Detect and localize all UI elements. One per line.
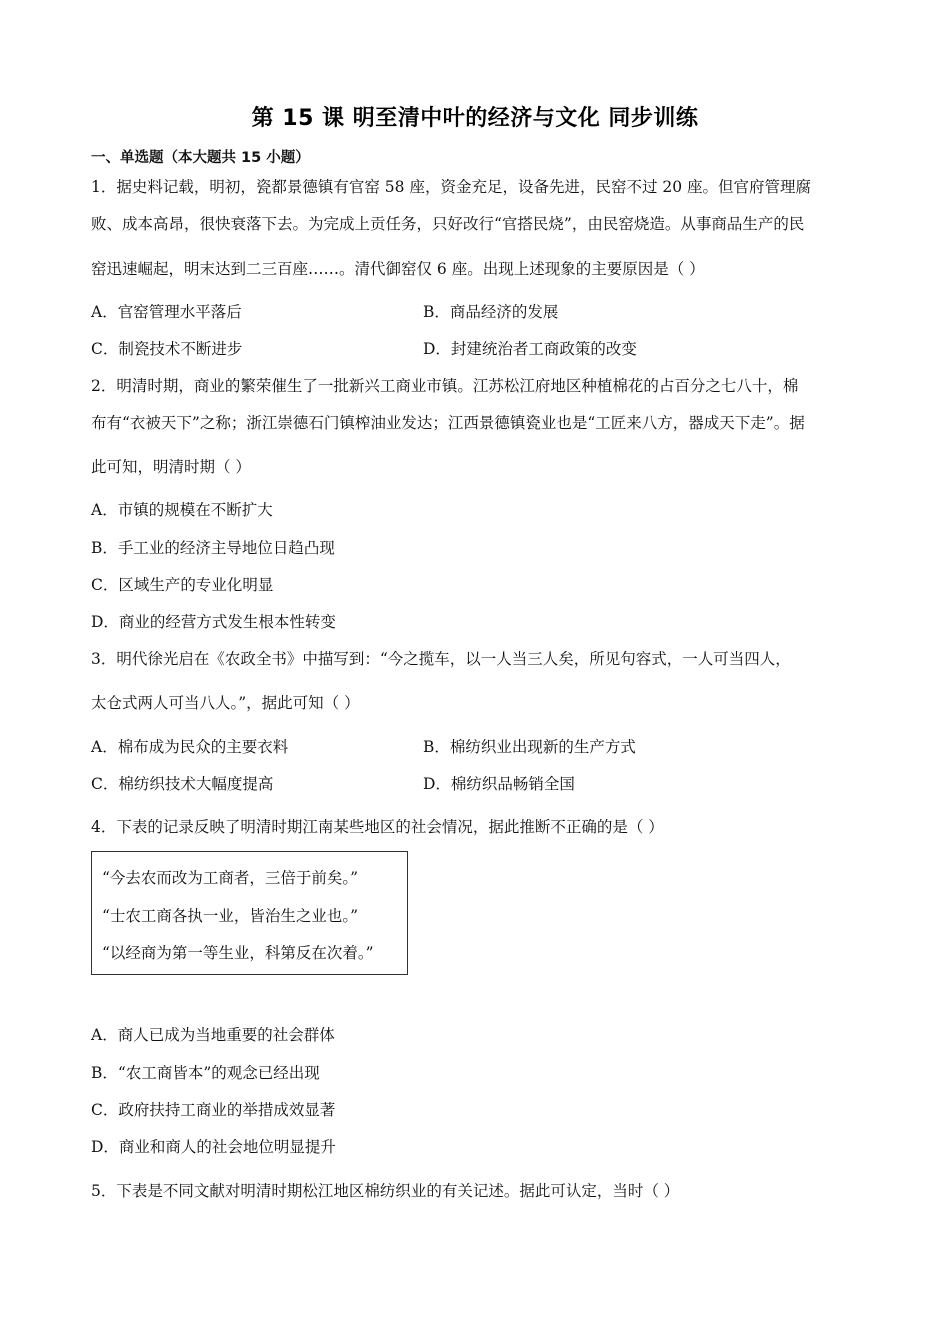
question-3-line-1: 3．明代徐光启在《农政全书》中描写到：“今之揽车，以一人当三人矣，所见句容式，一人可当四人， <box>91 650 791 668</box>
section-heading: 一、单选题（本大题共 15 小题） <box>91 150 310 166</box>
question-2-line-3: 此可知，明清时期（ ） <box>91 458 251 476</box>
question-2-option-c: C．区域生产的专业化明显 <box>91 576 274 594</box>
question-1-option-a: A．官窑管理水平落后 <box>91 303 242 321</box>
question-3-option-c: C．棉纺织技术大幅度提高 <box>91 775 274 793</box>
question-4-option-c: C．政府扶持工商业的举措成效显著 <box>91 1101 336 1119</box>
question-3-option-d: D．棉纺织品畅销全国 <box>423 775 575 793</box>
question-5-line-1: 5．下表是不同文献对明清时期松江地区棉纺织业的有关记述。据此可认定，当时（ ） <box>91 1182 680 1200</box>
question-1-option-b: B．商品经济的发展 <box>423 303 559 321</box>
quote-2: “士农工商各执一业，皆治生之业也。” <box>102 907 359 925</box>
question-1-line-2: 败、成本高昂，很快衰落下去。为完成上贡任务，只好改行“官搭民烧”，由民窑烧造。从事商品生产的民 <box>91 215 805 233</box>
question-2-option-d: D．商业的经营方式发生根本性转变 <box>91 613 336 631</box>
question-2-line-1: 2．明清时期，商业的繁荣催生了一批新兴工商业市镇。江苏松江府地区种植棉花的占百分之七八十，棉 <box>91 377 799 395</box>
question-4-option-b: B．“农工商皆本”的观念已经出现 <box>91 1064 320 1082</box>
question-2-option-b: B．手工业的经济主导地位日趋凸现 <box>91 539 335 557</box>
question-3-option-a: A．棉布成为民众的主要衣料 <box>91 738 289 756</box>
question-1-line-3: 窑迅速崛起，明末达到二三百座……。清代御窑仅 6 座。出现上述现象的主要原因是（ ） <box>91 260 705 278</box>
question-4-line-1: 4．下表的记录反映了明清时期江南某些地区的社会情况，据此推断不正确的是（ ） <box>91 818 664 836</box>
question-2-option-a: A．市镇的规模在不断扩大 <box>91 501 273 519</box>
question-1-line-1: 1．据史料记载，明初，瓷都景德镇有官窑 58 座，资金充足，设备先进，民窑不过 20 座。但官府管理腐 <box>91 178 812 196</box>
question-1-option-c: C．制瓷技术不断进步 <box>91 340 243 358</box>
quote-1: “今去农而改为工商者，三倍于前矣。” <box>102 869 359 887</box>
question-4-option-a: A．商人已成为当地重要的社会群体 <box>91 1026 335 1044</box>
question-2-line-2: 布有“衣被天下”之称；浙江崇德石门镇榨油业发达；江西景德镇瓷业也是“工匠来八方，器成天下走”。据 <box>91 414 805 432</box>
page-title: 第 15 课 明至清中叶的经济与文化 同步训练 <box>251 106 699 131</box>
question-1-option-d: D．封建统治者工商政策的改变 <box>423 340 637 358</box>
quote-3: “以经商为第一等生业，科第反在次着。” <box>102 944 374 962</box>
quote-table <box>91 851 408 975</box>
question-3-option-b: B．棉纺织业出现新的生产方式 <box>423 738 636 756</box>
question-3-line-2: 太仓式两人可当八人。”，据此可知（ ） <box>91 694 360 712</box>
question-4-option-d: D．商业和商人的社会地位明显提升 <box>91 1138 336 1156</box>
